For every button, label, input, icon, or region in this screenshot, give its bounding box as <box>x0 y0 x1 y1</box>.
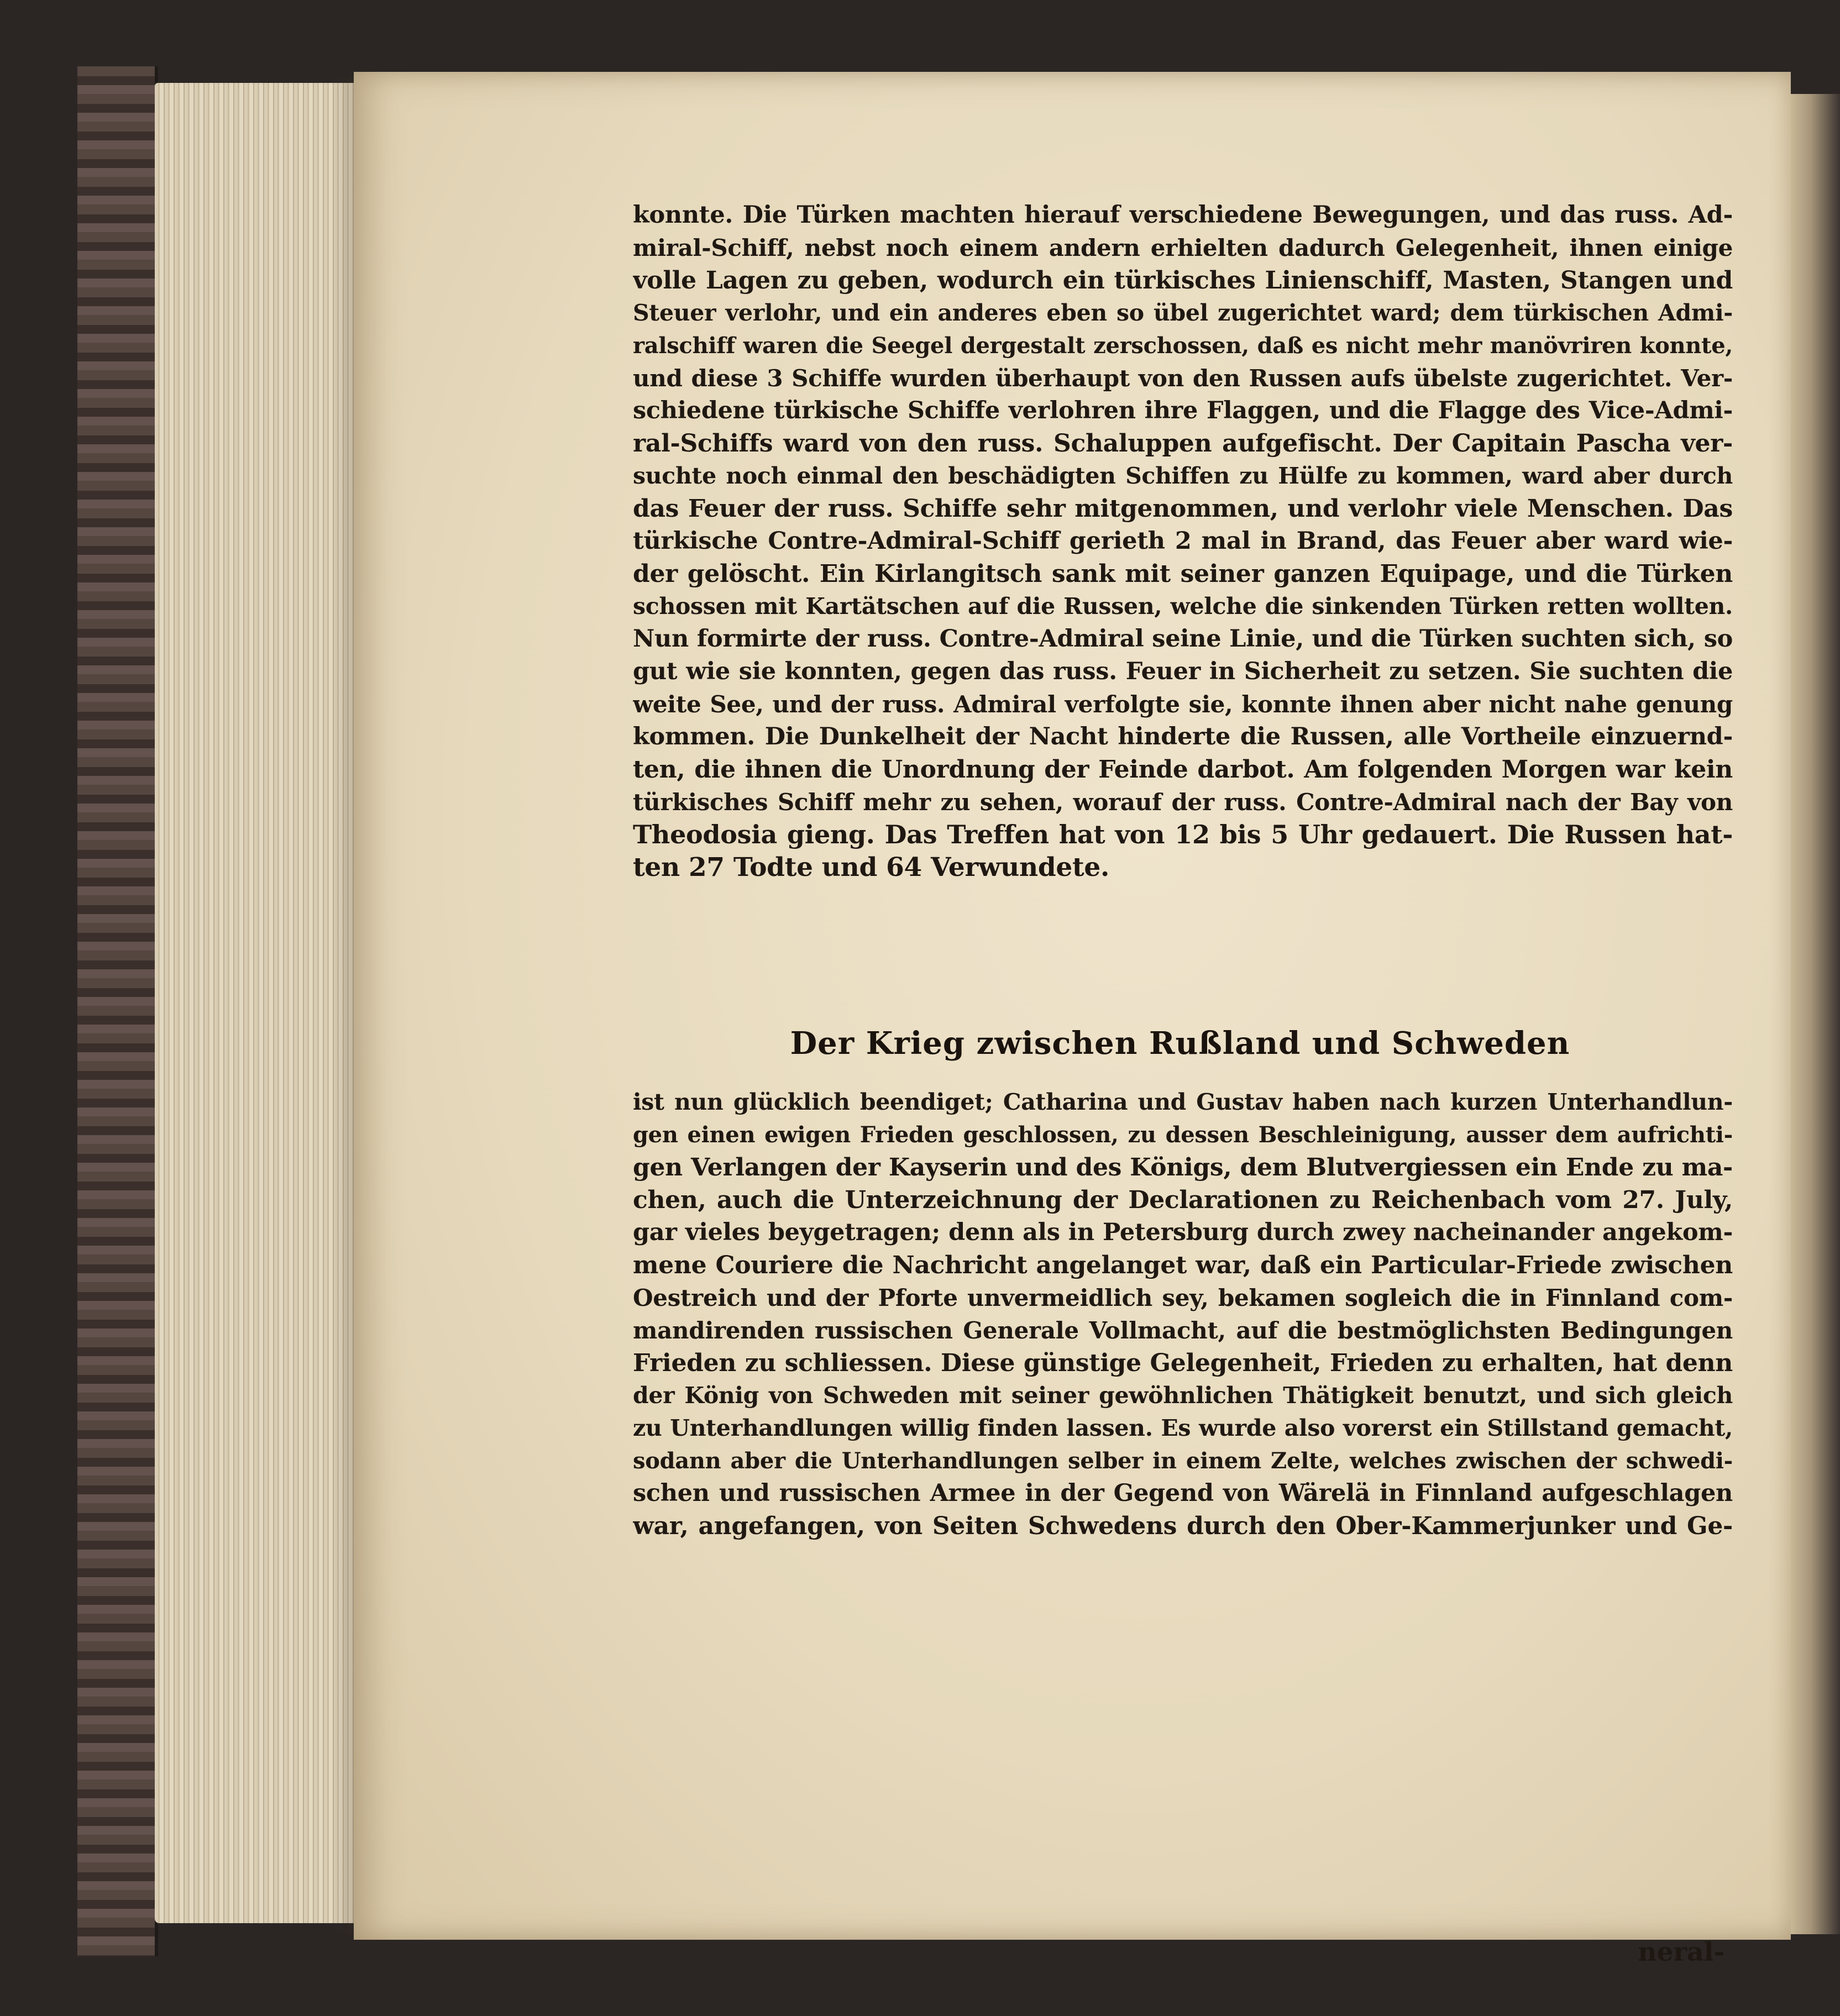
next-page-edge <box>1791 94 1840 1934</box>
text-line: volle Lagen zu geben, wodurch ein türkisches Linienschiff, Masten, Stangen und <box>633 266 1733 295</box>
text-line: ral-Schiffs ward von den russ. Schaluppen aufgefischt. Der Capitain Pascha ver- <box>633 429 1733 458</box>
text-line: ten, die ihnen die Unordnung der Feinde darbot. Am folgenden Morgen war kein <box>633 755 1733 784</box>
text-line: und diese 3 Schiffe wurden überhaupt von den Russen aufs übelste zugerichtet. Ver- <box>633 365 1733 392</box>
text-line: suchte noch einmal den beschädigten Schiffen zu Hülfe zu kommen, ward aber durch <box>633 463 1733 489</box>
text-line: sodann aber die Unterhandlungen selber in einem Zelte, welches zwischen der schwedi- <box>633 1448 1733 1474</box>
text-line: Oestreich und der Pforte unvermeidlich sey, bekamen sogleich die in Finnland com- <box>633 1284 1733 1311</box>
text-line: miral-Schiff, nebst noch einem andern erhielten dadurch Gelegenheit, ihnen einige <box>633 234 1733 261</box>
text-line: konnte. Die Türken machten hierauf verschiedene Bewegungen, und das russ. Ad- <box>633 201 1733 229</box>
text-line: türkisches Schiff mehr zu sehen, worauf der russ. Contre-Admiral nach der Bay von <box>633 789 1733 816</box>
text-line: war, angefangen, von Seiten Schwedens durch den Ober-Kammerjunker und Ge- <box>633 1512 1733 1540</box>
text-line: mene Couriere die Nachricht angelanget war, daß ein Particular-Friede zwischen <box>633 1251 1733 1279</box>
text-line: gut wie sie konnten, gegen das russ. Feuer in Sicherheit zu setzen. Sie suchten die <box>633 658 1733 685</box>
book-binding <box>77 66 158 1956</box>
catchword: neral- <box>1638 1937 1724 1967</box>
text-line: ten 27 Todte und 64 Verwundete. <box>633 852 1110 883</box>
text-line: zu Unterhandlungen willig finden lassen. Es wurde also vorerst ein Stillstand gemacht, <box>633 1415 1733 1441</box>
text-line: Frieden zu schliessen. Diese günstige Gelegenheit, Frieden zu erhalten, hat denn <box>633 1349 1733 1377</box>
text-line: weite See, und der russ. Admiral verfolgte sie, konnte ihnen aber nicht nahe genung <box>633 691 1733 718</box>
text-line: gen Verlangen der Kayserin und des Königs, dem Blutvergiessen ein Ende zu ma- <box>633 1153 1733 1182</box>
text-line: türkische Contre-Admiral-Schiff gerieth 2 mal in Brand, das Feuer aber ward wie- <box>633 527 1733 555</box>
text-line: schossen mit Kartätschen auf die Russen, welche die sinkenden Türken retten wollten. <box>633 593 1733 620</box>
text-line: das Feuer der russ. Schiffe sehr mitgenommen, und verlohr viele Menschen. Das <box>633 495 1733 523</box>
text-line: kommen. Die Dunkelheit der Nacht hinderte die Russen, alle Vortheile einzuernd- <box>633 723 1733 750</box>
text-line: mandirenden russischen Generale Vollmacht, auf die bestmöglichsten Bedingungen <box>633 1317 1733 1344</box>
paragraph-2 <box>633 1086 1733 1542</box>
text-line: Steuer verlohr, und ein anderes eben so übel zugerichtet ward; dem türkischen Admi- <box>633 300 1733 326</box>
text-line: ist nun glücklich beendiget; Catharina und Gustav haben nach kurzen Unterhandlun- <box>633 1089 1733 1115</box>
text-line: gar vieles beygetragen; denn als in Petersburg durch zwey nacheinander angekom- <box>633 1219 1733 1246</box>
section-heading: Der Krieg zwischen Rußland und Schweden <box>790 1025 1570 1062</box>
text-line: ralschiff waren die Seegel dergestalt zerschossen, daß es nicht mehr manövriren konnte, <box>633 333 1733 359</box>
text-line: schen und russischen Armee in der Gegend von Wärelä in Finnland aufgeschlagen <box>633 1479 1733 1507</box>
text-line: schiedene türkische Schiffe verlohren ihre Flaggen, und die Flagge des Vice-Admi- <box>633 397 1733 424</box>
text-line: chen, auch die Unterzeichnung der Declarationen zu Reichenbach vom 27. July, <box>633 1186 1733 1214</box>
text-line: Theodosia gieng. Das Treffen hat von 12 bis 5 Uhr gedauert. Die Russen hat- <box>633 820 1733 849</box>
paragraph-1 <box>633 199 1733 884</box>
text-line: Nun formirte der russ. Contre-Admiral seine Linie, und die Türken suchten sich, so <box>633 625 1733 653</box>
text-line: der König von Schweden mit seiner gewöhnlichen Thätigkeit benutzt, und sich gleich <box>633 1382 1733 1409</box>
text-line: gen einen ewigen Frieden geschlossen, zu dessen Beschleinigung, ausser dem aufrichti- <box>633 1122 1733 1148</box>
text-line: der gelöscht. Ein Kirlangitsch sank mit seiner ganzen Equipage, und die Türken <box>633 560 1733 588</box>
